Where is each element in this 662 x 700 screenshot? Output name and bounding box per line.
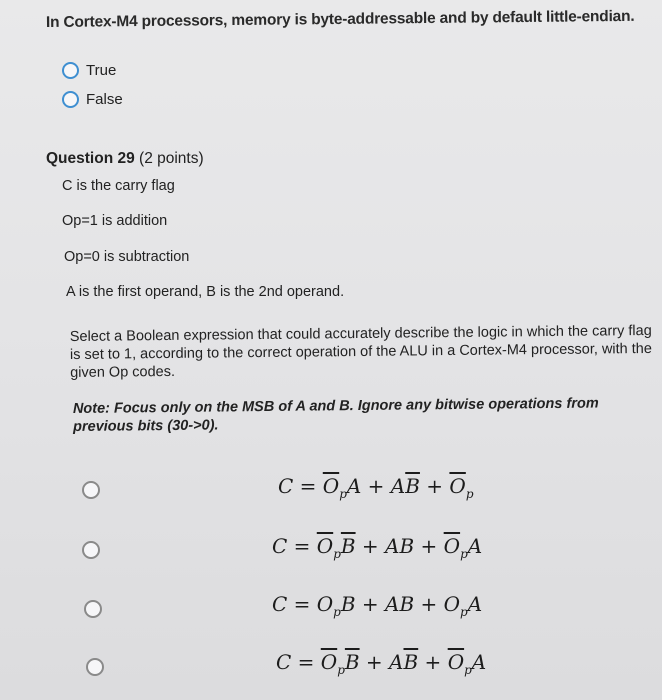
question-28-text: In Cortex-M4 processors, memory is byte-addressable and by default little-endian.	[45, 7, 635, 31]
choice-2-radio[interactable]	[82, 541, 100, 559]
option-false[interactable]	[62, 91, 123, 108]
choice-1[interactable]	[82, 481, 100, 499]
definition-sub: Op=0 is subtraction	[64, 249, 190, 265]
choice-3-radio[interactable]	[84, 600, 102, 618]
choice-4-formula: $C = \overline{O}_p\overline{B} + A\overline{B} + \overline{O}_pA$	[276, 650, 487, 677]
definition-add: Op=1 is addition	[62, 213, 168, 229]
option-true-label: True	[86, 62, 117, 79]
definition-operands: A is the first operand, B is the 2nd operand.	[66, 284, 345, 300]
question-29-header	[46, 150, 204, 168]
choice-2-formula: $C = \overline{O}_p\overline{B}$ + AB + $\overline{O}_pA$	[272, 534, 483, 561]
option-false-label: False	[86, 91, 123, 108]
definition-carry: C is the carry flag	[62, 178, 175, 194]
radio-false[interactable]	[62, 91, 79, 108]
choice-2[interactable]	[82, 541, 100, 559]
question-29-points: (2 points)	[139, 150, 204, 167]
question-prompt: Select a Boolean expression that could accurately describe the logic in which the carry flag is set to 1, according to the correct operation of the ALU in a Cortex-M4 processor, with the given Op codes.	[69, 322, 652, 381]
choice-1-radio[interactable]	[82, 481, 100, 499]
choice-3-formula: $C = O_pB$ + AB + $O_pA$	[272, 592, 483, 619]
choice-4[interactable]	[86, 658, 104, 676]
question-note: Note: Focus only on the MSB of A and B. Ignore any bitwise operations from previous bits (30->0).	[72, 395, 599, 435]
choice-3[interactable]	[84, 600, 102, 618]
radio-true[interactable]	[62, 62, 79, 79]
option-true[interactable]	[62, 62, 116, 79]
choice-4-radio[interactable]	[86, 658, 104, 676]
choice-1-formula: $C = \overline{O}_pA + A\overline{B} + \overline{O}_p$	[278, 474, 474, 501]
question-29-title: Question 29	[46, 150, 135, 167]
